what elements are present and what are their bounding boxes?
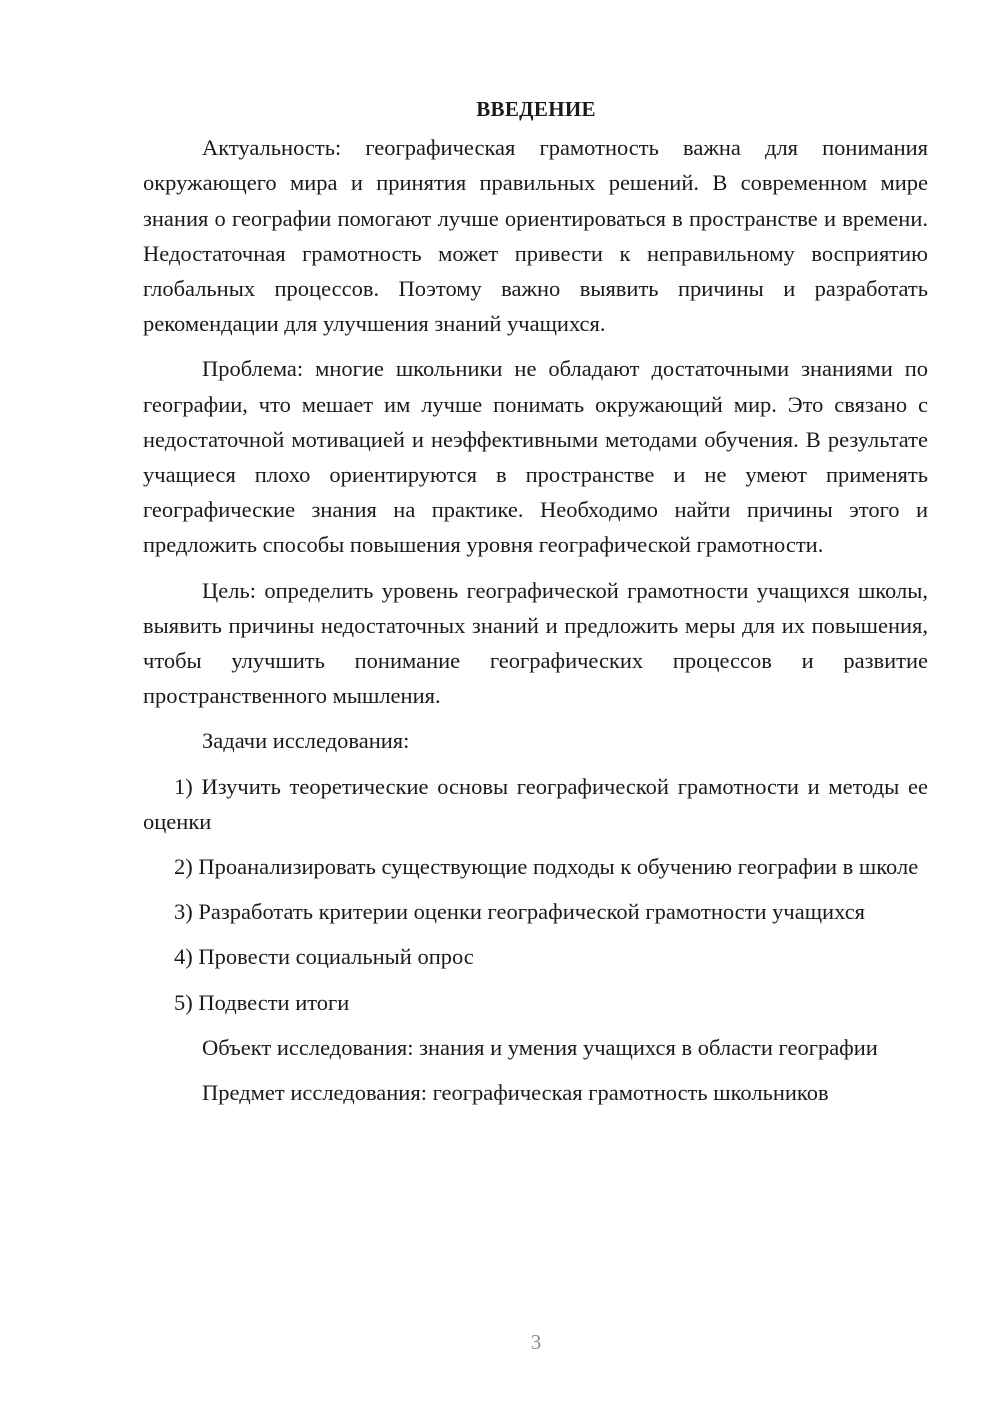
task-item: 5) Подвести итоги [174, 989, 350, 1015]
task-item: 1) Изучить теоретические основы географической грамотности и методы ее оценки [143, 773, 928, 834]
goal-paragraph: Цель: определить уровень географической грамотности учащихся школы, выявить причины недостаточных знаний и предложить меры для их повышения, чтобы улучшить понимание географических процессов и развитие пространственного мышления. [143, 577, 928, 709]
document-page [143, 92, 928, 1120]
tasks-list [143, 769, 928, 1020]
subject-paragraph: Предмет исследования: географическая грамотность школьников [202, 1080, 829, 1106]
tasks-heading: Задачи исследования: [202, 728, 410, 754]
task-item: 3) Разработать критерии оценки географической грамотности учащихся [174, 899, 866, 925]
page-number: 3 [530, 1330, 542, 1354]
relevance-paragraph: Актуальность: географическая грамотность важна для понимания окружающего мира и принятия правильных решений. В современном мире знания о географии помогают лучше ориентироваться в пространстве и времени. Недостаточная грамотность может привести к неправильному восприятию глобальных процессов. Поэтому важно выявить причины и разработать рекомендации для улучшения знаний учащихся. [143, 135, 928, 337]
object-paragraph: Объект исследования: знания и умения учащихся в области географии [202, 1034, 878, 1060]
problem-paragraph: Проблема: многие школьники не обладают достаточными знаниями по географии, что мешает им лучше понимать окружающий мир. Это связано с недостаточной мотивацией и неэффективными методами обучения. В результате учащиеся плохо ориентируются в пространстве и не умеют применять географические знания на практике. Необходимо найти причины этого и предложить способы повышения уровня географической грамотности. [143, 356, 928, 558]
page-title: ВВЕДЕНИЕ [476, 97, 596, 121]
task-item: 2) Проанализировать существующие подходы к обучению географии в школе [174, 854, 919, 880]
task-item: 4) Провести социальный опрос [174, 944, 474, 970]
